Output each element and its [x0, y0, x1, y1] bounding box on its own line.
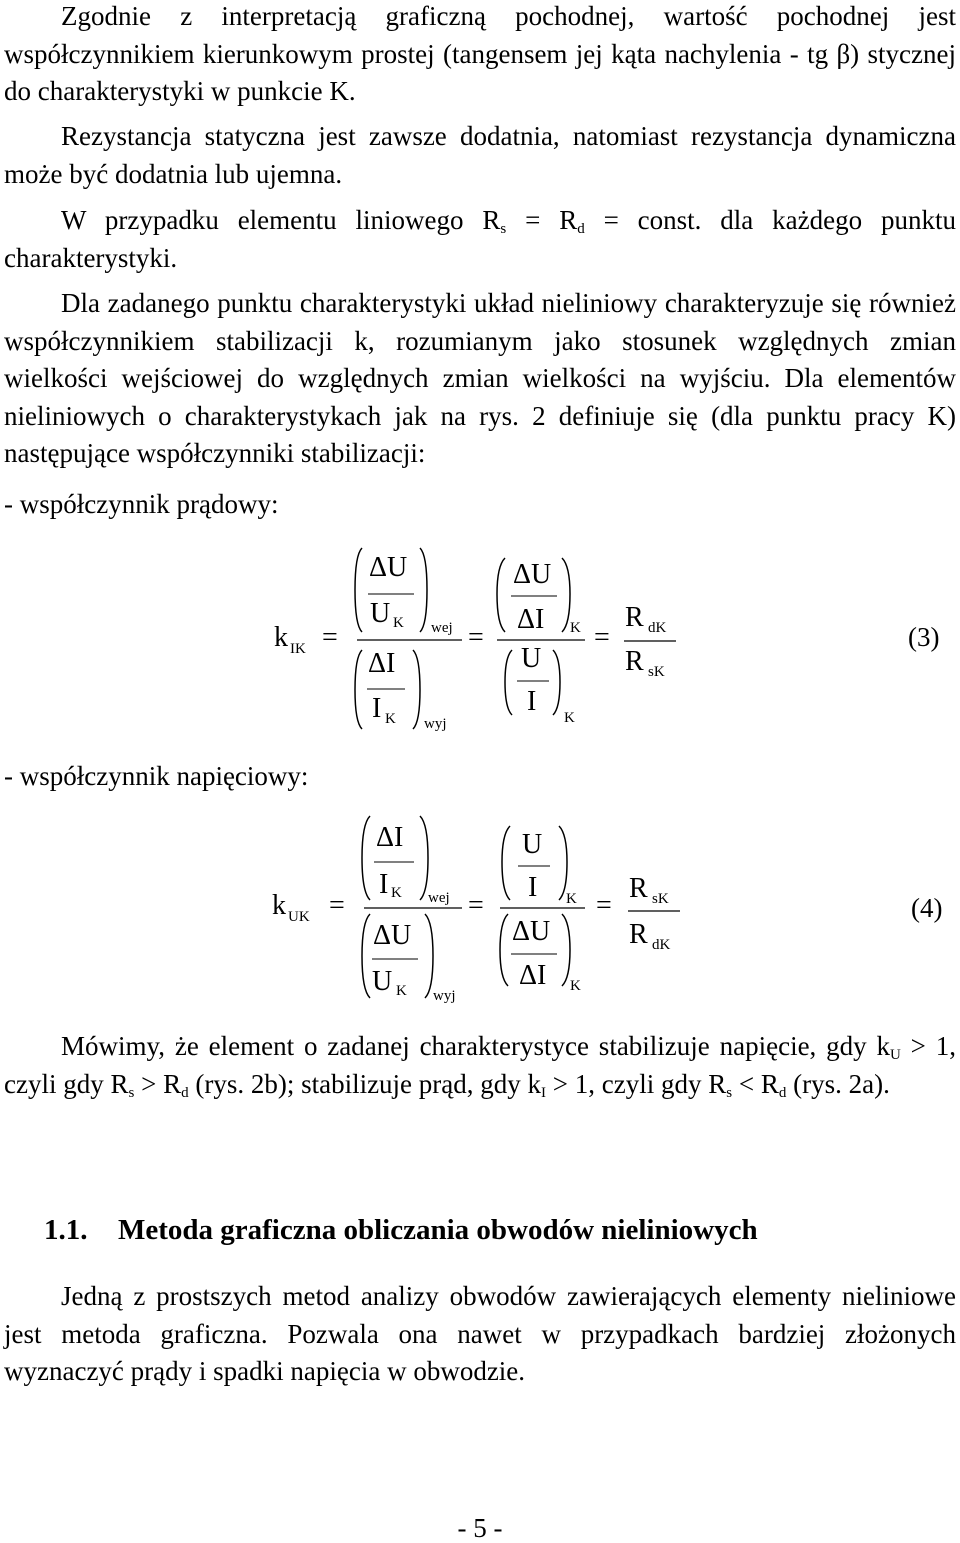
eq3-I-den: I	[527, 686, 537, 717]
subscript: I	[541, 1084, 547, 1101]
eq4-paren-num-left	[502, 826, 510, 862]
eq4-k: k	[272, 890, 286, 921]
text-fragment: Mówimy, że element o zadanej charakterystyce stabilizuje napięcie, gdy	[61, 1031, 877, 1061]
eq3-dK: dK	[648, 620, 667, 636]
eq3-U-den: U	[521, 643, 542, 674]
eq3-K-sub-a: K	[393, 615, 404, 631]
paragraph-graphical-method	[4, 1278, 956, 1391]
math-R: R	[760, 1068, 779, 1099]
text-fragment: , czyli gdy	[588, 1068, 709, 1099]
math-relation: <	[732, 1068, 761, 1099]
eq4-paren-bot-right	[425, 914, 433, 956]
section-title: Metoda graficzna obliczania obwodów nieliniowych	[118, 1214, 758, 1246]
eq3-paren-den-left-b	[505, 682, 512, 715]
eq3-R-den: R	[625, 646, 644, 677]
section-number: 1.1.	[44, 1214, 88, 1246]
eq3-equals-2: =	[468, 622, 484, 653]
equation-number-4: (4)	[911, 893, 943, 923]
label-voltage-coefficient: - współczynnik napięciowy:	[4, 761, 309, 791]
eq4-paren-top-right	[420, 816, 428, 858]
eq4-K-sub-d: K	[570, 978, 581, 994]
paragraph-resistance-text: Rezystancja statyczna jest zawsze dodatnia, natomiast rezystancja dynamiczna może być dodatnia lub ujemna.	[4, 121, 956, 189]
eq3-K-sub-b: K	[385, 711, 396, 727]
eq4-K-sub-c: K	[566, 891, 577, 907]
eq4-sK: sK	[652, 891, 669, 907]
eq3-sK: sK	[648, 664, 665, 680]
paragraph-stabilization-text: Dla zadanego punktu charakterystyki układ nieliniowy charakteryzuje się również współczynnikiem stabilizacji k, rozumianym jako stosunek względnych zmian wielkości wejściowej do względnych zmian wielkości na wyjściu. Dla elementów nieliniowych o charakterystykach jak na rys. 2 definiuje się (dla punktu pracy K) następujące współczynniki stabilizacji:	[4, 288, 956, 468]
paragraph-graphical-method-text: Jedną z prostszych metod analizy obwodów zawierających elementy nieliniowe jest metoda graficzna. Pozwala ona nawet w przypadkach bardziej złożonych wyznaczyć prądy i spadki napięcia w obwodzie.	[4, 1281, 956, 1386]
math-relation: >	[134, 1068, 164, 1099]
eq3-wej: wej	[431, 620, 453, 636]
eq3-paren-den-right-b	[553, 682, 560, 715]
text-fragment: W przypadku elementu liniowego R	[61, 205, 501, 235]
eq4-paren-bot-left-b	[362, 956, 370, 998]
eq3-paren-top-left-b	[355, 590, 362, 632]
math-k: k	[527, 1068, 542, 1099]
text-fragment: (rys. 2b); stabilizuje prąd, gdy	[188, 1068, 528, 1099]
eq4-paren-den-right-b	[562, 950, 570, 986]
math-k: k	[876, 1031, 890, 1061]
eq4-paren-num-left-b	[502, 862, 510, 900]
eq4-equals-2: =	[468, 890, 484, 921]
text-fragment: (rys. 2a).	[786, 1068, 890, 1099]
eq3-k-sub: IK	[290, 641, 306, 657]
eq4-K-sub-b: K	[396, 983, 407, 999]
paragraph-derivative-text: Zgodnie z interpretacją graficzną pochodnej, wartość pochodnej jest współczynnikiem kierunkowym prostej (tangensem jej kąta nachylenia - tg β) stycznej do charakterystyki w punkcie K.	[4, 1, 956, 106]
eq3-paren-num-right-b	[562, 594, 570, 632]
eq3-dI-bot: ΔI	[368, 648, 396, 679]
eq4-wyj: wyj	[433, 988, 456, 1004]
math-R: R	[163, 1068, 182, 1099]
label-current-coefficient: - współczynnik prądowy:	[4, 489, 279, 519]
eq3-paren-num-left-b	[497, 594, 505, 632]
subscript: d	[181, 1084, 189, 1101]
page-number: - 5 -	[457, 1513, 503, 1543]
subscript: d	[577, 221, 585, 237]
subscript: U	[890, 1047, 901, 1063]
eq3-equals-1: =	[322, 622, 338, 653]
math-relation: > 1	[546, 1068, 589, 1099]
paragraph-stabilizes	[4, 1028, 956, 1103]
text-fragment: = const. dla każdego punktu charakterystyki.	[4, 205, 956, 273]
eq3-paren-num-left	[497, 558, 505, 594]
eq4-paren-bot-left	[362, 914, 370, 956]
eq4-R-num: R	[629, 873, 648, 904]
eq3-paren-bot-left-b	[355, 690, 362, 729]
page-footer	[0, 1513, 960, 1543]
eq4-paren-den-right	[562, 914, 570, 950]
eq4-paren-num-right	[559, 826, 567, 862]
eq4-R-den: R	[629, 919, 648, 950]
eq3-R-num: R	[625, 602, 644, 633]
eq3-equals-3: =	[594, 622, 610, 653]
eq3-paren-bot-left	[355, 650, 362, 690]
subscript: s	[500, 221, 507, 237]
eq4-paren-bot-right-b	[425, 956, 433, 998]
eq3-K-sub-c: K	[570, 620, 581, 636]
eq4-K-sub-a: K	[391, 885, 402, 901]
eq4-paren-den-left-b	[500, 950, 508, 986]
equation-3	[274, 548, 676, 732]
subscript: s	[128, 1084, 135, 1101]
eq4-dK: dK	[652, 937, 671, 953]
eq4-dU-bot: ΔU	[373, 920, 412, 951]
eq4-paren-den-left	[500, 914, 508, 950]
eq3-paren-top-left	[355, 548, 362, 590]
eq4-U-num: U	[522, 829, 543, 860]
eq3-dU-num: ΔU	[513, 559, 552, 590]
eq4-dI-top: ΔI	[376, 822, 404, 853]
eq4-I-num: I	[528, 872, 538, 903]
math-R: R	[708, 1068, 727, 1099]
eq4-I-top: I	[379, 869, 389, 900]
eq4-dI-den: ΔI	[519, 960, 547, 991]
eq3-paren-bot-right	[413, 650, 420, 690]
eq3-U-top: U	[370, 598, 391, 629]
eq3-k: k	[274, 622, 288, 653]
eq4-dU-den: ΔU	[512, 916, 551, 947]
math-R: R	[110, 1068, 129, 1099]
text-fragment: = R	[506, 205, 578, 235]
eq3-paren-top-right-b	[420, 590, 427, 632]
eq3-paren-num-right	[562, 558, 570, 594]
eq4-paren-top-left-b	[362, 858, 370, 900]
eq3-paren-top-right	[420, 548, 427, 590]
subscript: s	[726, 1084, 733, 1101]
equation-number-3: (3)	[908, 622, 940, 652]
eq3-wyj: wyj	[424, 716, 447, 732]
math-relation: > 1, czyli gdy	[4, 1031, 957, 1099]
eq4-wej: wej	[428, 890, 450, 906]
eq3-paren-bot-right-b	[413, 690, 420, 729]
eq3-dU-top: ΔU	[369, 552, 408, 583]
eq3-paren-den-right	[553, 650, 560, 682]
section-heading	[44, 1212, 758, 1248]
eq3-K-sub-d: K	[564, 710, 575, 726]
equation-4	[272, 816, 680, 1004]
eq4-equals-3: =	[596, 890, 612, 921]
eq4-equals-1: =	[329, 890, 345, 921]
eq4-paren-top-right-b	[420, 858, 428, 900]
subscript: d	[778, 1084, 787, 1101]
eq3-dI-num: ΔI	[517, 604, 545, 635]
eq4-paren-top-left	[362, 816, 370, 858]
eq4-U-bot: U	[372, 966, 393, 997]
eq3-paren-den-left	[505, 650, 512, 682]
eq4-k-sub: UK	[288, 909, 310, 925]
eq3-I-bot: I	[372, 693, 382, 724]
